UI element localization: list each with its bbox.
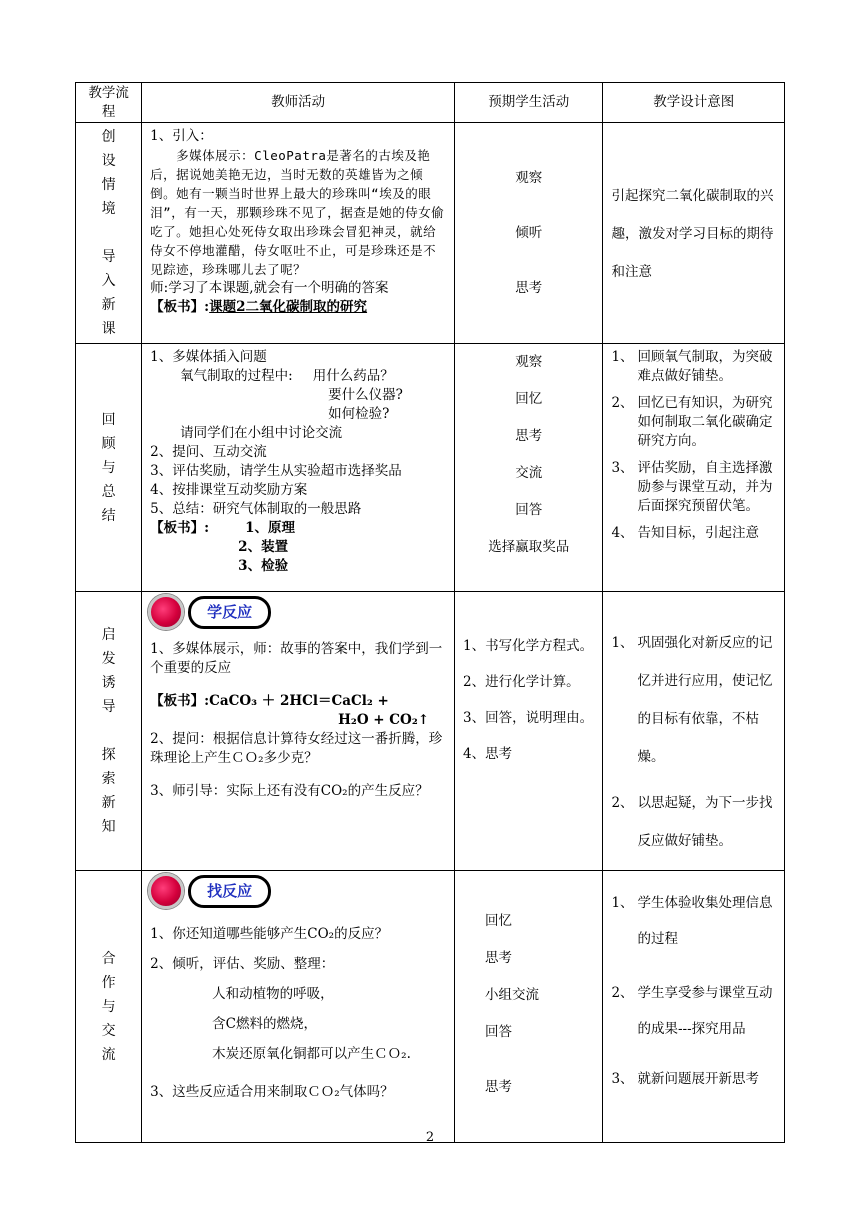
- header-row: [76, 83, 785, 123]
- stage-review: 回 顾 与 总 结: [76, 344, 142, 592]
- story-paragraph: 多媒体展示：CleoPatra是著名的古埃及艳后，据说她美艳无边，当时无数的英雄皆为之倾倒。她有一颗当时世界上最大的珍珠叫“埃及的眼泪”，有一天，那颗珍珠不见了，据查是她的侍女偷吃了。她担心处死侍女取出珍珠会冒犯神灵，就给侍女不停地灌醋，侍女呕吐不止，可是珍珠还是不见踪迹，珍珠哪儿去了呢？: [150, 148, 445, 277]
- stage-intro: 创 设 情 境 导 入 新 课: [76, 123, 142, 344]
- badge-label: 找反应: [188, 875, 271, 908]
- student-review: 观察 回忆 思考 交流 回答 选择赢取奖品: [455, 344, 603, 592]
- badge-find-reaction: [148, 873, 454, 909]
- row-cooperate: [76, 871, 785, 1143]
- teacher-reaction: 学反应 1、多媒体展示，师：故事的答案中，我们学到一个重要的反应 【板书】:CaCO₃ ＋ 2HCl＝CaCl₂ + H₂O + CO₂↑ 2、提问：根据信息计算待女经过这一番折腾，珍珠理论上产生ＣＯ₂多少克？ 3、师引导：实际上还有没有CO₂的产生反应？: [142, 592, 455, 871]
- header-intent: 教学设计意图: [603, 83, 785, 123]
- student-cooperate: 回忆 思考 小组交流 回答 思考: [455, 871, 603, 1143]
- header-student: 预期学生活动: [455, 83, 603, 123]
- page-number: 2: [425, 1130, 435, 1145]
- stage-reaction: 启 发 诱 导 探 索 新 知: [76, 592, 142, 871]
- board-note: 【板书】:课题2二氧化碳制取的研究: [150, 299, 368, 315]
- intent-cooperate: 1、 学生体验收集处理信息的过程 2、 学生享受参与课堂互动的成果---探究用品 3、 就新问题展开新思考: [603, 871, 785, 1143]
- student-intro: 观察 倾听 思考: [455, 123, 603, 344]
- text-line: 1、引入：: [150, 128, 213, 144]
- badge-learn-reaction: [148, 594, 454, 630]
- intent-review: 1、 回顾氧气制取，为突破难点做好铺垫。 2、 回忆已有知识，为研究如何制取二氧化碳确定研究方向。 3、 评估奖励，自主选择激励参与课堂互动，并为后面探究预留伏笔。 4、 告知目标，引起注意: [603, 344, 785, 592]
- badge-label: 学反应: [188, 596, 271, 629]
- teacher-cooperate: 找反应 1、你还知道哪些能够产生CO₂的反应？ 2、倾听，评估、奖励、整理： 人和动植物的呼吸， 含C燃料的燃烧， 木炭还原氧化铜都可以产生ＣＯ₂. 3、这些反应适合用来制取ＣＯ₂气体吗？: [142, 871, 455, 1143]
- student-reaction: 1、书写化学方程式。 2、进行化学计算。 3、回答，说明理由。 4、思考: [455, 592, 603, 871]
- teacher-review: 1、多媒体插入问题 氧气制取的过程中: 用什么药品？ 要什么仪器? 如何检验? 请同学们在小组中讨论交流 2、提问、互动交流 3、评估奖励，请学生从实验超市选择奖品 4、按排课堂互动奖励方案 5、总结：研究气体制取的一般思路 【板书】: 1、原理 2、装置 3、检验: [142, 344, 455, 592]
- stage-cooperate: 合 作 与 交 流: [76, 871, 142, 1143]
- teacher-intro: [142, 123, 455, 344]
- row-intro: [76, 123, 785, 344]
- intent-intro: 引起探究二氧化碳制取的兴趣，激发对学习目标的期待和注意: [603, 123, 785, 344]
- lesson-plan-table: [75, 82, 785, 1143]
- header-teacher: 教师活动: [142, 83, 455, 123]
- red-ball-icon: [148, 873, 184, 909]
- row-reaction: [76, 592, 785, 871]
- text-line: 师:学习了本课题,就会有一个明确的答案: [150, 280, 389, 296]
- row-review: [76, 344, 785, 592]
- header-flow: 教学流程: [76, 83, 142, 123]
- red-ball-icon: [148, 594, 184, 630]
- intent-reaction: 1、 巩固强化对新反应的记忆并进行应用，使记忆的目标有依靠，不枯燥。 2、 以思起疑，为下一步找反应做好铺垫。: [603, 592, 785, 871]
